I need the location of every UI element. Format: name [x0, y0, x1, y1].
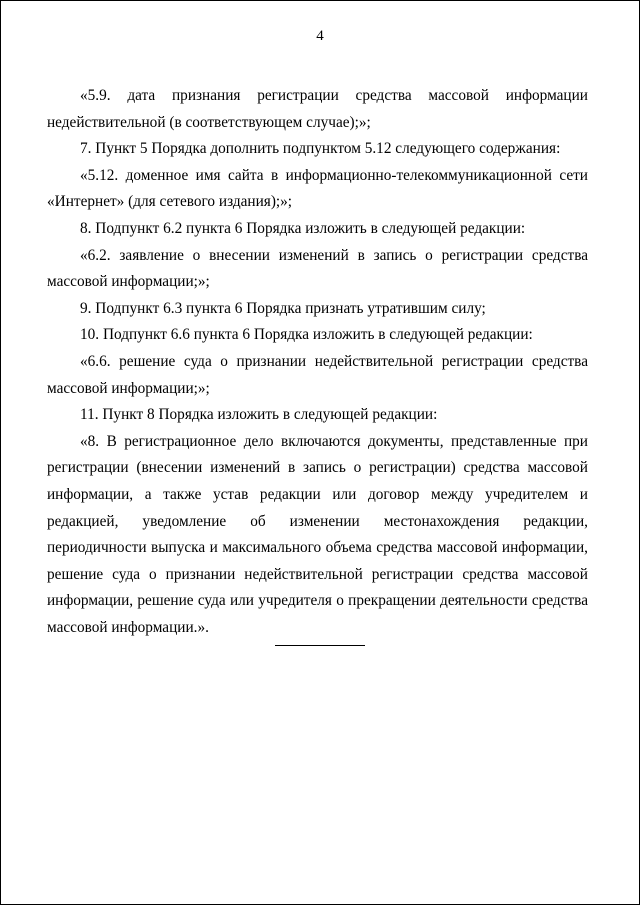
- paragraph-8: «8. В регистрационное дело включаются документы, представленные при регистрации (внесении изменений в запись о регистрации) средства массовой информации, а также устав редакции или договор между учредителем и редакцией, уведомление об изменении местонахождения редакции, периодичности выпуска и максимального объема средства массовой информации, решение суда о признании недействительной регистрации средства массовой информации, решение суда или учредителя о прекращении деятельности средства массовой информации.».: [47, 432, 588, 636]
- paragraph-6-6: «6.6. решение суда о признании недействительной регистрации средства массовой информации;»;: [47, 352, 588, 397]
- page-number: 4: [316, 28, 324, 44]
- paragraph-item-9: 9. Подпункт 6.3 пункта 6 Порядка признать утратившим силу;: [80, 299, 486, 317]
- end-divider-line: [275, 645, 365, 646]
- document-body: [47, 83, 588, 641]
- paragraph-5-9: «5.9. дата признания регистрации средства массовой информации недействительной (в соответствующем случае);»;: [47, 87, 588, 131]
- paragraph-6-2: «6.2. заявление о внесении изменений в запись о регистрации средства массовой информации;»;: [47, 246, 588, 291]
- paragraph-item-8: 8. Подпункт 6.2 пункта 6 Порядка изложить в следующей редакции:: [80, 219, 526, 237]
- paragraph-item-10: 10. Подпункт 6.6 пункта 6 Порядка изложить в следующей редакции:: [80, 326, 533, 344]
- paragraph-item-11: 11. Пункт 8 Порядка изложить в следующей редакции:: [80, 406, 438, 424]
- paragraph-5-12: «5.12. доменное имя сайта в информационно-телекоммуникационной сети «Интернет» (для сетевого издания);»;: [47, 166, 588, 211]
- paragraph-item-7: 7. Пункт 5 Порядка дополнить подпунктом 5.12 следующего содержания:: [80, 140, 561, 158]
